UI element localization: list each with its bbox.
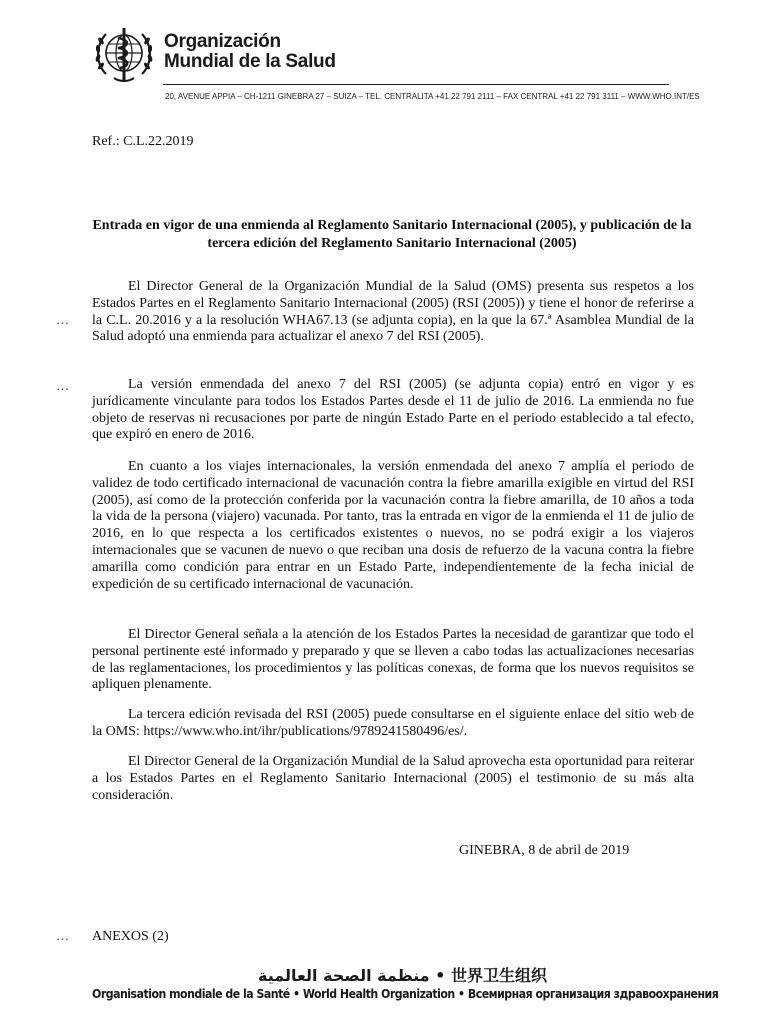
paragraph-text: El Director General de la Organización Mundial de la Salud (OMS) presenta sus respetos a los Estados Partes en el Reglamento Sanitario Internacional (2005) (RSI (2005)) y tiene el honor de referirse a la C.L. 20.2016 y a la resolución WHA67.13 (se adjunta copia), en la que la 67.ª Asamblea Mundial de la Salud adoptó una enmienda para actualizar el anexo 7 del RSI (2005). [92,279,694,345]
org-name-line2: Mundial de la Salud [164,51,336,72]
body-paragraph [92,627,694,694]
paragraph-text: En cuanto a los viajes internacionales, la versión enmendada del anexo 7 amplía el periodo de validez de todo certificado internacional de vacunación contra la fiebre amarilla exigible en virtud del RSI (2005), así como de la protección conferida por la vacunación contra la fiebre amarilla, de 10 años a toda la vida de la persona (viajero) vacunada. Por tanto, tras la entrada en vigor de la enmienda el 11 de julio de 2016, en lo que respecta a los certificados existentes o nuevos, no se podrá exigir a los viajeros internacionales que se vacunen de nuevo o que reciban una dosis de refuerzo de la vacuna contra la fiebre amarilla como condición para entrar en un Estado Parte, independientemente de la fecha inicial de expedición de su certificado internacional de vacunación. [92,459,694,592]
who-emblem-icon [92,22,156,86]
body-paragraph [92,279,694,346]
body-paragraph [92,754,694,804]
margin-mark: … [56,378,69,393]
paragraph-text: La versión enmendada del anexo 7 del RSI (2005) (se adjunta copia) entró en vigor y es jurídicamente vinculante para todos los Estados Partes desde el 11 de julio de 2016. La enmienda no fue objeto de reservas ni recusaciones por parte de ningún Estado Parte en el periodo establecido a tal efecto, que expiró en enero de 2016. [92,377,694,443]
paragraph-text: La tercera edición revisada del RSI (2005) puede consultarse en el siguiente enlace del sitio web de la OMS: https://www.who.int/ihr/publications/9789241580496/es/. [92,707,694,739]
letterhead-divider [163,84,669,85]
paragraph-text: El Director General de la Organización Mundial de la Salud aprovecha esta oportunidad para reiterar a los Estados Partes en el Reglamento Sanitario Internacional (2005) el testimonio de su más alta consideración. [92,754,694,803]
date-line: GINEBRA, 8 de abril de 2019 [459,843,630,858]
letter-title: Entrada en vigor de una enmienda al Reglamento Sanitario Internacional (2005), y publicación de la tercera edición del Reglamento Sanitario Internacional (2005) [92,218,692,251]
organization-name [164,32,336,72]
body-paragraph [92,377,694,444]
footer-multilingual-name: منظمة الصحة العالمية • 世界卫生组织 [258,966,547,985]
footer-language-names: Organisation mondiale de la Santé • World Health Organization • Всемирная организация здравоохранения [92,987,719,1001]
margin-mark: … [56,312,69,327]
body-paragraph [92,459,694,593]
org-name-line1: Organización [164,31,281,52]
paragraph-text: El Director General señala a la atención de los Estados Partes la necesidad de garantizar que todo el personal pertinente esté informado y preparado y que se lleven a cabo todas las actualizaciones necesarias de las reglamentaciones, los procedimientos y las políticas conexas, de forma que los nuevos requisitos se apliquen plenamente. [92,627,694,693]
body-paragraph [92,707,694,741]
reference-number: Ref.: C.L.22.2019 [92,134,194,149]
margin-mark: … [56,928,69,943]
letterhead-address: 20, AVENUE APPIA – CH-1211 GINEBRA 27 – SUIZA – TEL. CENTRALITA +41 22 791 2111 – FAX CENTRAL +41 22 791 3111 – WWW.WHO.INT/ES [165,92,700,101]
annex-label: ANEXOS (2) [92,929,169,944]
